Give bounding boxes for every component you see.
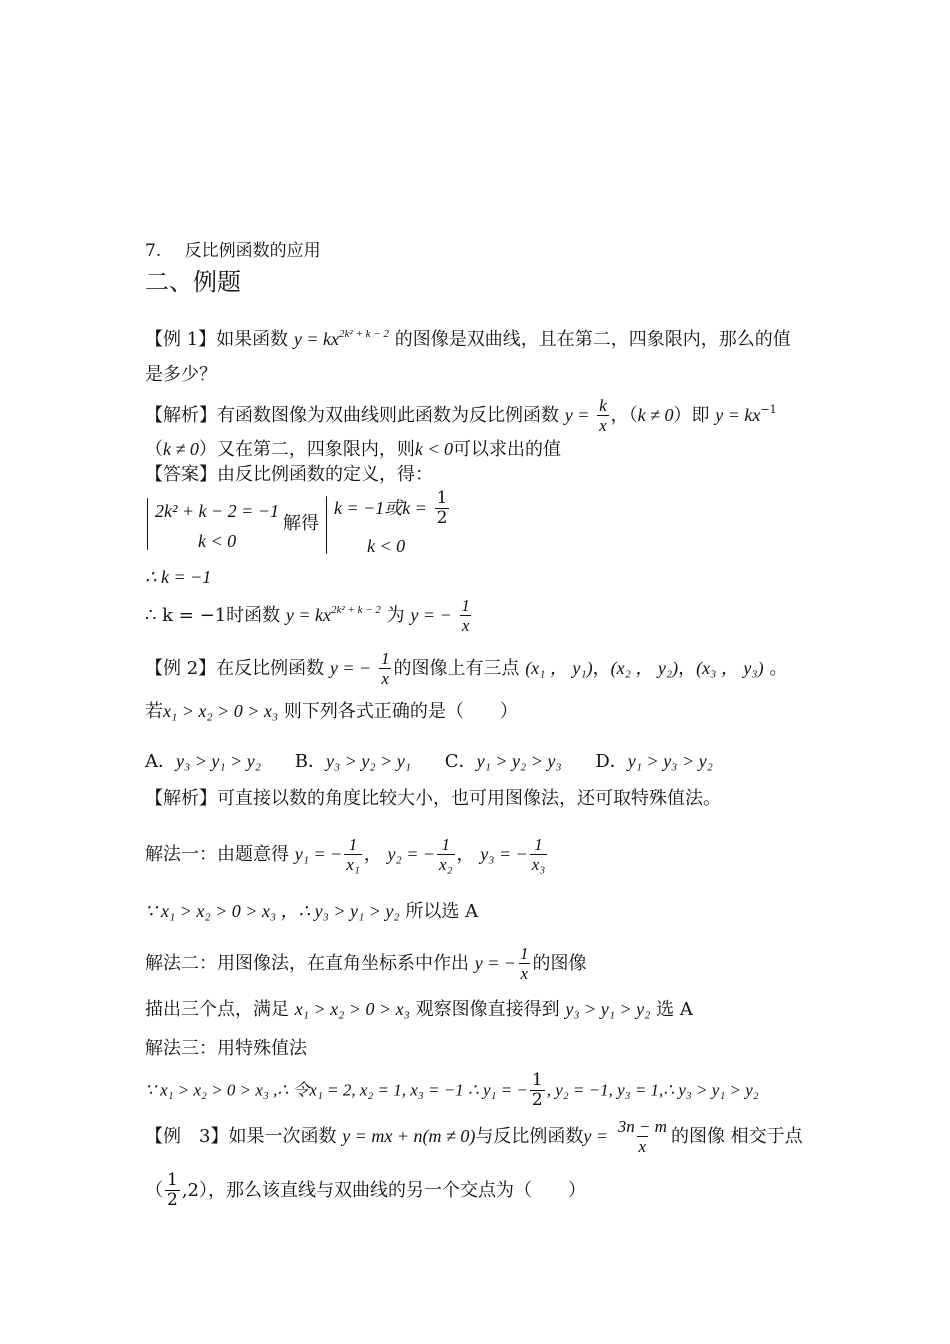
m1-frac-1	[344, 836, 361, 874]
section-title: 二、例题	[145, 268, 241, 296]
frac-num: 1	[436, 488, 448, 508]
ex3-text-c: 的图像 相交于点	[670, 1125, 803, 1147]
select-a: 所以选 A	[405, 901, 479, 922]
ex1-function: y = kx	[293, 329, 340, 349]
ex1-answer-text: 由反比例函数的定义，得：	[217, 464, 433, 485]
ex2-method-3-math	[145, 1072, 759, 1110]
ex3-text-a: 如果一次函数	[228, 1125, 337, 1147]
therefore2-b: 为	[386, 604, 405, 626]
frac-num: 1	[531, 1070, 543, 1090]
ex2-method-1	[145, 836, 549, 874]
frac-num: 1	[441, 835, 451, 854]
m2-label: 解法二：用图像法，在直角坐标系中作出	[145, 952, 469, 974]
ex2-point-2: (x₂ ， y₂)	[610, 657, 679, 678]
therefore2-func: y = kx	[285, 604, 331, 625]
sys2-equation	[334, 490, 451, 528]
frac-num: 1	[520, 944, 529, 963]
sys2-inequality: k < 0	[367, 536, 406, 556]
m1-comma-2: ，	[456, 843, 475, 865]
ex1-k-over-x	[597, 397, 609, 435]
ex2-method-2-line2	[145, 1000, 693, 1019]
ex2-point-1: (x₁ ， y₁)	[525, 657, 593, 678]
option-a-label: A．	[145, 751, 176, 772]
frac-den: x	[638, 1136, 647, 1156]
frac-num: 1	[534, 835, 543, 854]
ex1-analysis-line2	[145, 440, 561, 459]
ex1-neg1: −1	[760, 402, 777, 416]
ex1-l4-k: k ≠ 0	[163, 439, 199, 459]
therefore2-a: ∴ k = −1时函数	[145, 604, 281, 626]
ex2-frac	[379, 650, 392, 688]
m2l2-b: 观察图像直接得到	[415, 999, 560, 1020]
frac-den: 2	[436, 507, 448, 528]
ex2-analysis-label: 【解析】	[145, 788, 217, 809]
m2l2-cond: x₁ > x₂ > 0 > x₃	[294, 999, 410, 1019]
ex1-cond-b: ）即	[673, 404, 710, 426]
ex3-text-b: 与反比例函数	[475, 1125, 584, 1147]
frac-den: x₁	[346, 854, 360, 874]
ex2-end: 。	[769, 657, 788, 679]
left-brace-2	[326, 496, 327, 554]
ex2-sep-2: ，	[678, 657, 697, 679]
ex1-l4-a: （	[145, 439, 163, 460]
frac-den: x₃	[531, 854, 546, 874]
therefore-2	[145, 597, 474, 635]
ex1-answer	[145, 466, 433, 484]
ex3-line2	[145, 1172, 586, 1210]
frac-den: 2	[531, 1089, 543, 1110]
heading-number: 7.	[145, 241, 162, 261]
ex2-text-b: 的图像上有三点	[393, 657, 520, 679]
option-c: y₁ > y₂ > y₃	[476, 751, 562, 771]
frac-num: 1	[461, 596, 470, 615]
ex2-sep-1: ，	[592, 657, 611, 679]
heading	[145, 243, 321, 260]
ex1-text-a: 如果函数	[216, 329, 289, 350]
option-c-label: C．	[444, 751, 477, 772]
ex1-analysis-text: 有函数图像为双曲线则此函数为反比例函数	[217, 404, 559, 426]
ex1-question	[145, 330, 791, 349]
ex3-text-d: ，那么该直线与双曲线的另一个交点为（ ）	[208, 1179, 587, 1201]
m1-comma-1: ，	[363, 843, 382, 865]
option-a: y₃ > y₁ > y₂	[176, 751, 262, 771]
ex1-l4-c: 可以求出的值	[453, 439, 562, 460]
ex1-l4-klt0: k < 0	[414, 439, 454, 459]
ex2-because	[145, 902, 478, 921]
sys2-half	[435, 490, 450, 528]
ex2-cond-math: x₁ > x₂ > 0 > x₃	[163, 701, 279, 721]
ex1-exponent: 2k² + k − 2	[339, 328, 389, 340]
m2-yneg: y = −	[474, 952, 517, 973]
ex1-k-ne-0: k ≠ 0	[637, 404, 674, 425]
frac-num: 1	[167, 1170, 178, 1190]
ex1-question-line2: 是多少？	[145, 364, 217, 385]
ex1-analysis	[145, 397, 777, 435]
frac-den: x₂	[439, 854, 453, 874]
ex1-analysis-label: 【解析】	[145, 404, 217, 426]
option-b: y₃ > y₂ > y₁	[326, 751, 412, 771]
m1-frac-3	[530, 836, 547, 874]
ex3-label: 【例 3】	[145, 1125, 229, 1147]
frac-den: x	[520, 963, 529, 983]
m1-y3: y₃ = −	[480, 843, 528, 864]
m1-label: 解法一：由题意得	[145, 843, 289, 865]
frac-den: x	[461, 615, 470, 635]
solve-label: 解得	[283, 513, 319, 534]
ex1-cond-a: ，（	[610, 404, 638, 426]
ex1-l4-b: ）又在第二，四象限内，则	[198, 439, 415, 460]
m2l2-m: y₃ > y₁ > y₂	[565, 999, 651, 1019]
therefore2-frac	[459, 597, 472, 635]
option-d-label: D．	[595, 751, 628, 772]
therefore-1: ∴ k = −1	[145, 567, 212, 587]
ex2-label: 【例 2】	[145, 657, 217, 679]
therefore2-exp: 2k² + k − 2	[331, 603, 381, 616]
ex3-pt-a: （	[145, 1179, 163, 1201]
sys1-equation: 2k² + k − 2 = −1	[155, 501, 279, 521]
option-d: y₁ > y₃ > y₂	[627, 751, 713, 771]
ex1-y-kx: y = kx	[715, 404, 761, 425]
ex3-half	[165, 1172, 180, 1210]
frac-num: 3n − m	[617, 1117, 667, 1136]
ex2-question	[145, 650, 787, 688]
ex2-method-2	[145, 945, 587, 983]
m2-tail: 的图像	[532, 952, 587, 974]
ex1-label: 【例 1】	[145, 329, 217, 350]
ex3-frac	[616, 1118, 669, 1156]
sys1-inequality: k < 0	[198, 531, 237, 551]
sys2-eq-text: k = −1或k =	[334, 497, 427, 518]
ex2-options	[145, 752, 713, 771]
heading-text: 反比例函数的应用	[184, 241, 321, 261]
ex3-question	[145, 1118, 803, 1156]
m3-half	[530, 1072, 545, 1110]
ex3-y-eq: y =	[583, 1125, 608, 1146]
ex2-cond-a: 若	[145, 701, 163, 722]
frac-den: x	[599, 415, 607, 435]
m1-y2: y₂ = −	[387, 843, 436, 864]
frac-num: k	[599, 396, 607, 415]
ex2-method-3: 解法三：用特殊值法	[145, 1038, 307, 1059]
frac-num: 1	[348, 835, 358, 854]
m2l2-a: 描出三个点，满足	[145, 999, 289, 1020]
m3-b: , y₂ = −1, y₃ = 1,∴ y₃ > y₁ > y₂	[546, 1080, 759, 1100]
ex2-analysis-text: 可直接以数的角度比较大小，也可用图像法，还可取特殊值法。	[217, 788, 721, 809]
ex2-text-a: 在反比例函数	[216, 657, 325, 679]
m2-frac	[518, 945, 531, 983]
therefore2-yneg: y = −	[410, 604, 452, 625]
ex2-point-3: (x₃ ， y₃)	[696, 657, 764, 678]
because-math: ∵ x₁ > x₂ > 0 > x₃ ，∴ y₃ > y₁ > y₂	[145, 901, 400, 921]
m3-a: ∵ x₁ > x₂ > 0 > x₃ ,∴ 令x₁ = 2, x₂ = 1, x₃ = −1 ∴ y₁ = −	[145, 1080, 528, 1100]
ex2-analysis	[145, 790, 721, 808]
frac-den: x	[381, 668, 389, 688]
ex1-y-eq: y =	[564, 404, 590, 425]
frac-num: 1	[380, 649, 390, 668]
ex2-yneg: y = −	[329, 657, 372, 678]
m1-frac-2	[437, 836, 454, 874]
m1-y1: y₁ = −	[294, 843, 343, 864]
frac-den: 2	[167, 1189, 178, 1210]
ex2-cond-b: 则下列各式正确的是（ ）	[283, 701, 518, 722]
option-b-label: B．	[294, 751, 327, 772]
ex3-linear: y = mx + n(m ≠ 0)	[342, 1125, 476, 1146]
left-brace-1	[147, 498, 148, 550]
m2l2-c: 选 A	[656, 999, 693, 1020]
ex2-condition	[145, 702, 518, 721]
ex1-answer-label: 【答案】	[145, 464, 217, 485]
ex3-pt-b: ,2）	[181, 1179, 209, 1201]
ex1-text-b: 的图像是双曲线，且在第二，四象限内，那么的值	[394, 329, 791, 350]
